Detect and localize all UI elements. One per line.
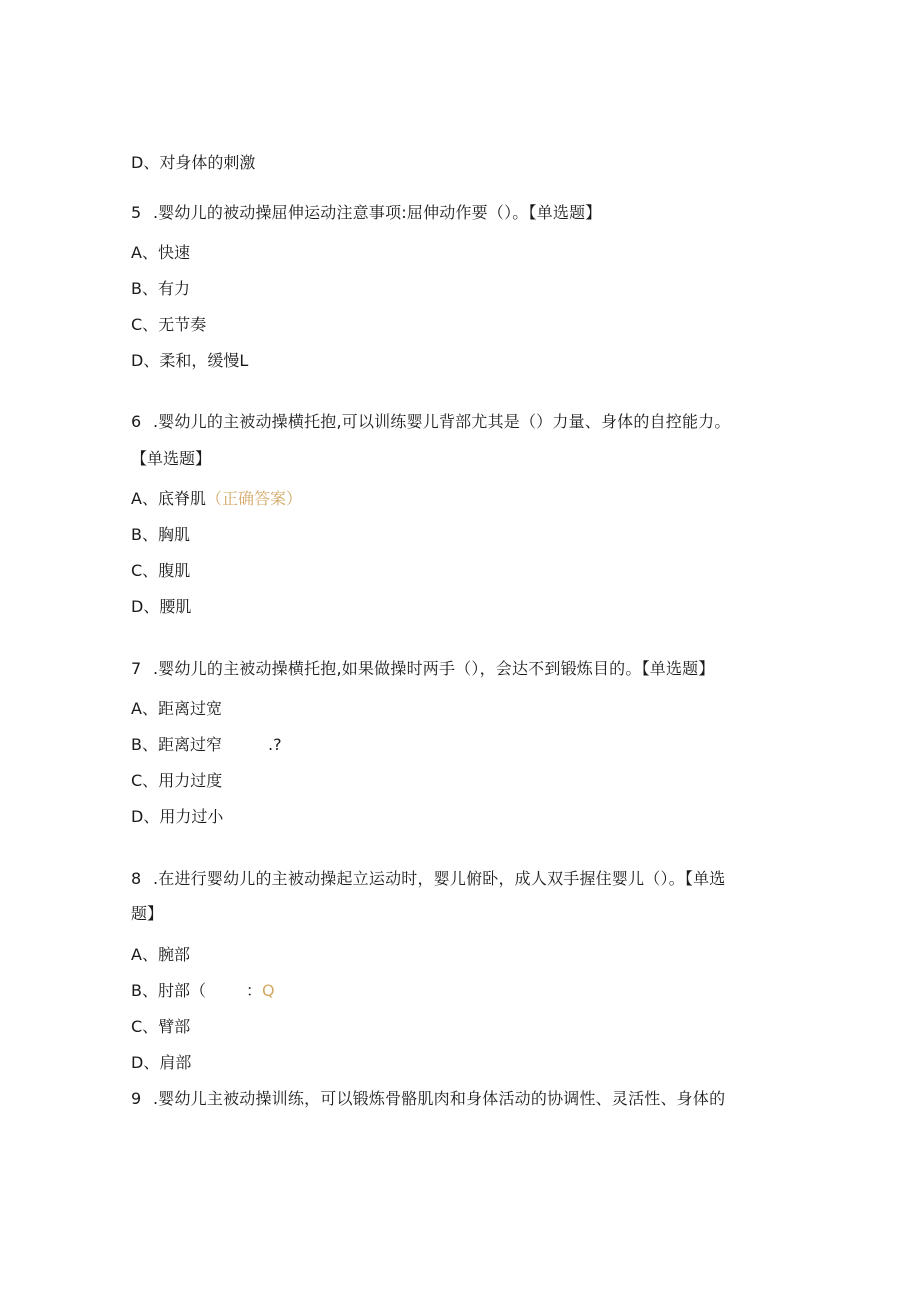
question-6 [131,412,731,432]
option-letter: B、 [131,735,158,754]
question-7 [131,659,715,679]
stray-mark: .? [268,735,282,754]
question-8 [131,869,726,889]
option-letter: A、 [131,945,158,964]
q5-option-c [131,315,206,335]
option-text: 腹肌 [158,561,191,580]
question-number: 5 [131,203,142,222]
option-letter: D、 [131,597,160,616]
option-letter: B、 [131,981,158,1000]
stray-mark: ： [246,981,263,1000]
question-5 [131,203,601,223]
option-text: 无节奏 [158,315,207,334]
question-8-cont [131,904,163,924]
q8-option-c [131,1017,190,1037]
question-text: .婴幼儿的主被动操横托抱,可以训练婴儿背部尤其是（）力量、身体的自控能力。 [153,412,731,431]
question-number: 7 [131,659,142,678]
option-text: 用力过度 [158,771,223,790]
option-letter: A、 [131,699,158,718]
question-6-cont [131,449,211,469]
option-text: 距离过窄 [157,735,222,754]
question-text: .婴幼儿的被动操屈伸运动注意事项:屈伸动作要（）。【单选题】 [153,203,602,222]
question-number: 8 [131,869,142,888]
q6-option-d [131,597,191,617]
question-9 [131,1089,725,1109]
q5-option-b [131,279,190,299]
option-letter: D、 [131,153,160,172]
q6-option-b [131,525,190,545]
question-number: 9 [131,1089,142,1108]
option-text: 肘部（ [157,981,206,1000]
option-text: 臂部 [158,1017,191,1036]
question-type: 题】 [131,904,164,923]
option-letter: D、 [131,1053,160,1072]
question-text: .婴幼儿的主被动操横托抱,如果做操时两手（），会达不到锻炼目的。【单选题】 [153,659,715,678]
option-letter: A、 [131,489,158,508]
question-text: .在进行婴幼儿的主被动操起立运动时，婴儿俯卧，成人双手握住婴儿（）。【单选 [153,869,726,888]
option-text: 快速 [157,243,190,262]
option-letter: C、 [131,561,159,580]
q7-option-c [131,771,222,791]
q7-option-d [131,807,223,827]
option-letter: B、 [131,525,158,544]
option-letter: C、 [131,315,159,334]
q8-option-a [131,945,190,965]
option-text: 对身体的刺激 [159,153,256,172]
question-text: .婴幼儿主被动操训练，可以锻炼骨骼肌肉和身体活动的协调性、灵活性、身体的 [153,1089,726,1108]
option-letter: B、 [131,279,158,298]
stray-note: Q [262,981,275,1000]
q8-option-d [131,1053,191,1073]
option-text: 腕部 [157,945,190,964]
option-letter: C、 [131,771,159,790]
option-text: 距离过宽 [157,699,222,718]
option-text: 底脊肌 [157,489,206,508]
q6-option-a [131,489,302,509]
q7-option-b [131,735,282,755]
option-letter: D、 [131,351,160,370]
option-text: 腰肌 [159,597,192,616]
q5-option-a [131,243,190,263]
option-letter: D、 [131,807,160,826]
option-text: 有力 [157,279,190,298]
q5-option-d [131,351,248,371]
correct-answer-note: （正确答案） [205,489,302,508]
option-text: 用力过小 [159,807,224,826]
option-text: 柔和，缓慢L [159,351,249,370]
option-text: 肩部 [159,1053,192,1072]
q6-option-c [131,561,190,581]
option-d-prev [131,153,255,173]
q8-option-b [131,981,275,1001]
option-letter: C、 [131,1017,159,1036]
question-type: 【单选题】 [131,449,212,468]
question-number: 6 [131,412,142,431]
option-letter: A、 [131,243,158,262]
q7-option-a [131,699,222,719]
option-text: 胸肌 [157,525,190,544]
